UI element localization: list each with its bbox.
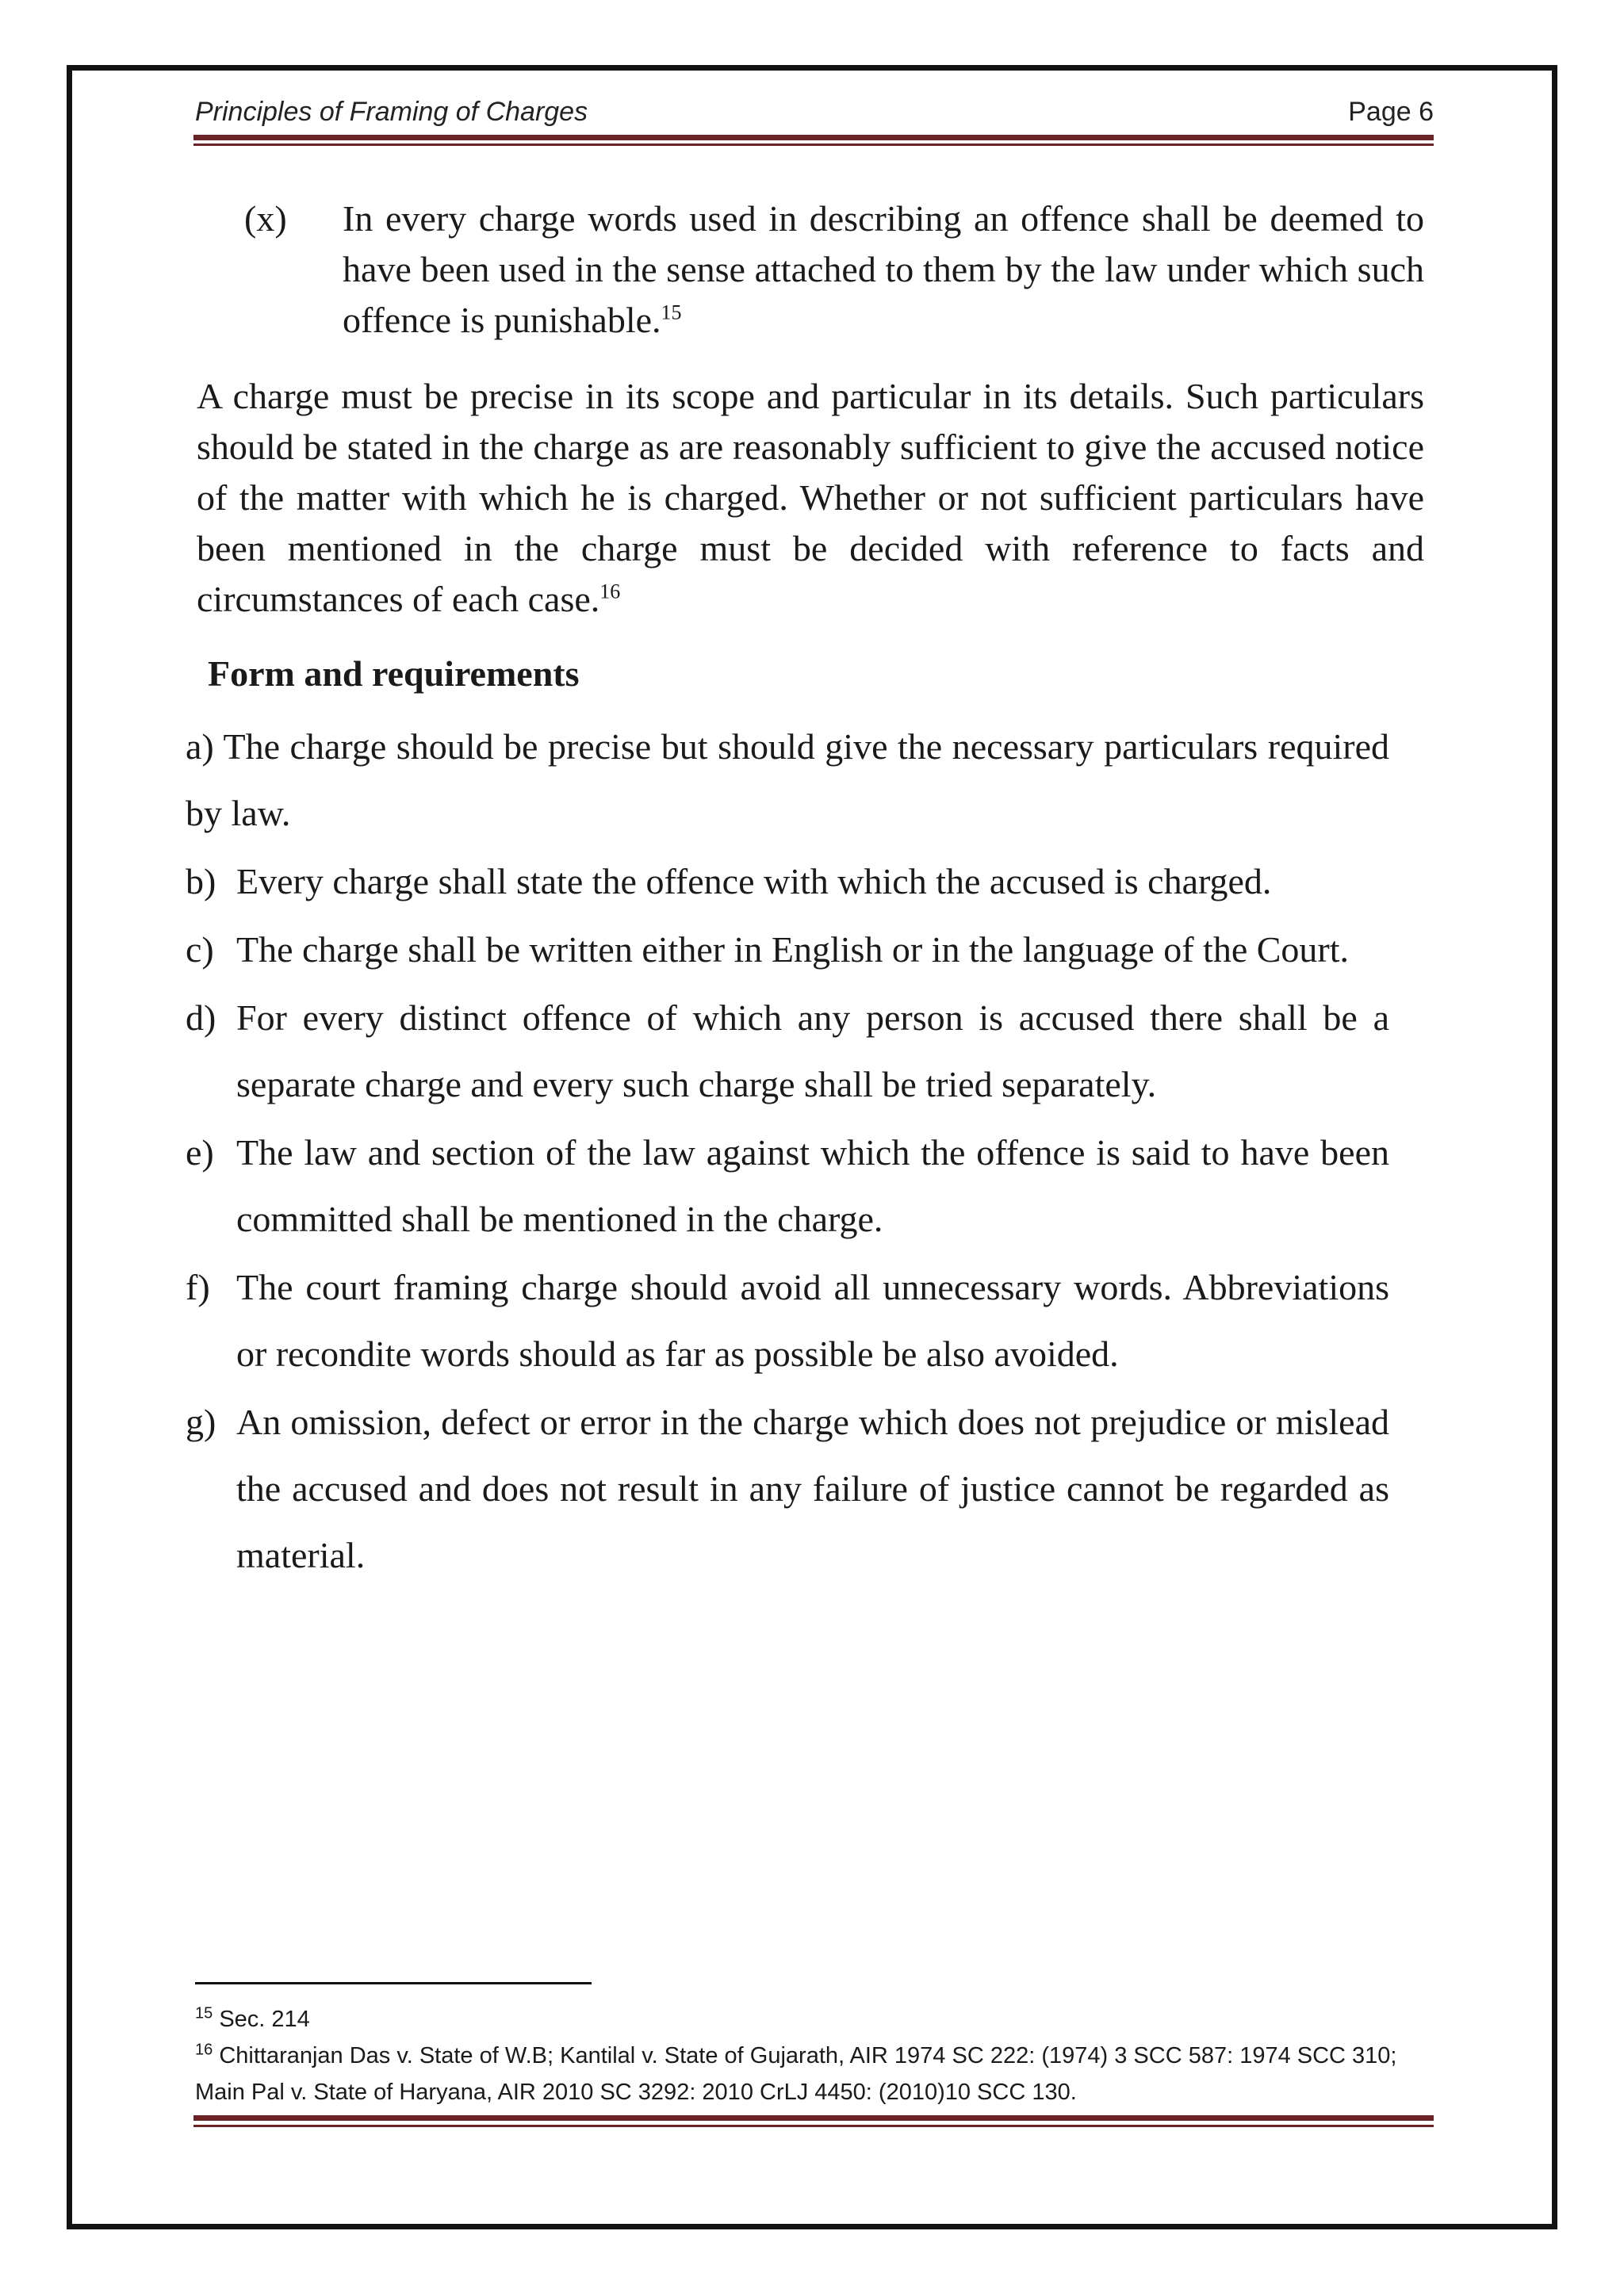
footnote-16 — [195, 2038, 1416, 2110]
item-x-body: In every charge words used in describing an offence shall be deemed to have been used in the sense attached to them by the law under which such offence is punishable. — [343, 198, 1424, 340]
footnote-text: Chittaranjan Das v. State of W.B; Kantilal v. State of Gujarath, AIR 1974 SC 222: (1974) 3 SCC 587: 1974 SCC 310; Main Pal v. State of Haryana, AIR 2010 SC 3292: 2010 CrLJ 4450: (2010)10 SCC 130. — [195, 2043, 1397, 2105]
requirements-list — [186, 714, 1389, 1590]
list-item — [186, 1389, 1389, 1589]
header-page-number: Page 6 — [1348, 97, 1434, 127]
list-item — [186, 1119, 1389, 1253]
list-text: The court framing charge should avoid all unnecessary words. Abbreviations or recondite words should as far as possible be also avoided. — [236, 1267, 1389, 1374]
list-label: f) — [186, 1267, 210, 1307]
footnote-separator — [195, 1982, 592, 1984]
footnote-number: 15 — [195, 2004, 213, 2022]
list-item — [186, 848, 1389, 915]
list-label: b) — [186, 861, 216, 901]
item-x-label: (x) — [244, 198, 287, 239]
footer-rule-thin — [193, 2125, 1434, 2127]
list-text: Every charge shall state the offence with which the accused is charged. — [236, 861, 1272, 901]
paragraph-body: A charge must be precise in its scope and particular in its details. Such particulars should be stated in the charge as are reasonably sufficient to give the accused notice of the matter with which he is charged. Whether or not sufficient particulars have been mentioned in the charge must be decided with reference to facts and circumstances of each case. — [197, 376, 1424, 619]
footer-rule-thick — [193, 2115, 1434, 2121]
footnotes — [195, 2001, 1416, 2110]
header-rule-thick — [193, 135, 1434, 140]
list-text: The charge shall be written either in English or in the language of the Court. — [236, 929, 1350, 970]
list-item — [186, 1254, 1389, 1387]
header-rule-thin — [193, 144, 1434, 146]
section-heading: Form and requirements — [208, 653, 580, 694]
item-x-text — [343, 193, 1424, 346]
list-text: An omission, defect or error in the charge which does not prejudice or mislead the accused and does not result in any failure of justice cannot be regarded as material. — [236, 1402, 1389, 1575]
footnote-number: 16 — [195, 2041, 213, 2059]
footnote-ref-16: 16 — [599, 580, 621, 603]
footnote-text: Sec. 214 — [219, 2007, 310, 2032]
list-item — [186, 916, 1389, 983]
body-paragraph — [197, 371, 1424, 625]
list-label: d) — [186, 997, 216, 1038]
list-item — [186, 714, 1389, 847]
list-label: a) — [186, 726, 214, 767]
list-text: For every distinct offence of which any person is accused there shall be a separate charge and every such charge shall be tried separately. — [236, 997, 1389, 1104]
list-text: The law and section of the law against which the offence is said to have been committed shall be mentioned in the charge. — [236, 1132, 1389, 1239]
list-label: e) — [186, 1132, 214, 1173]
footnote-ref-15: 15 — [661, 300, 682, 324]
footnote-15 — [195, 2001, 1416, 2038]
list-text: The charge should be precise but should give the necessary particulars required by law. — [186, 726, 1389, 833]
list-label: g) — [186, 1402, 216, 1442]
header-title: Principles of Framing of Charges — [195, 97, 588, 127]
list-item — [186, 985, 1389, 1118]
list-label: c) — [186, 929, 214, 970]
